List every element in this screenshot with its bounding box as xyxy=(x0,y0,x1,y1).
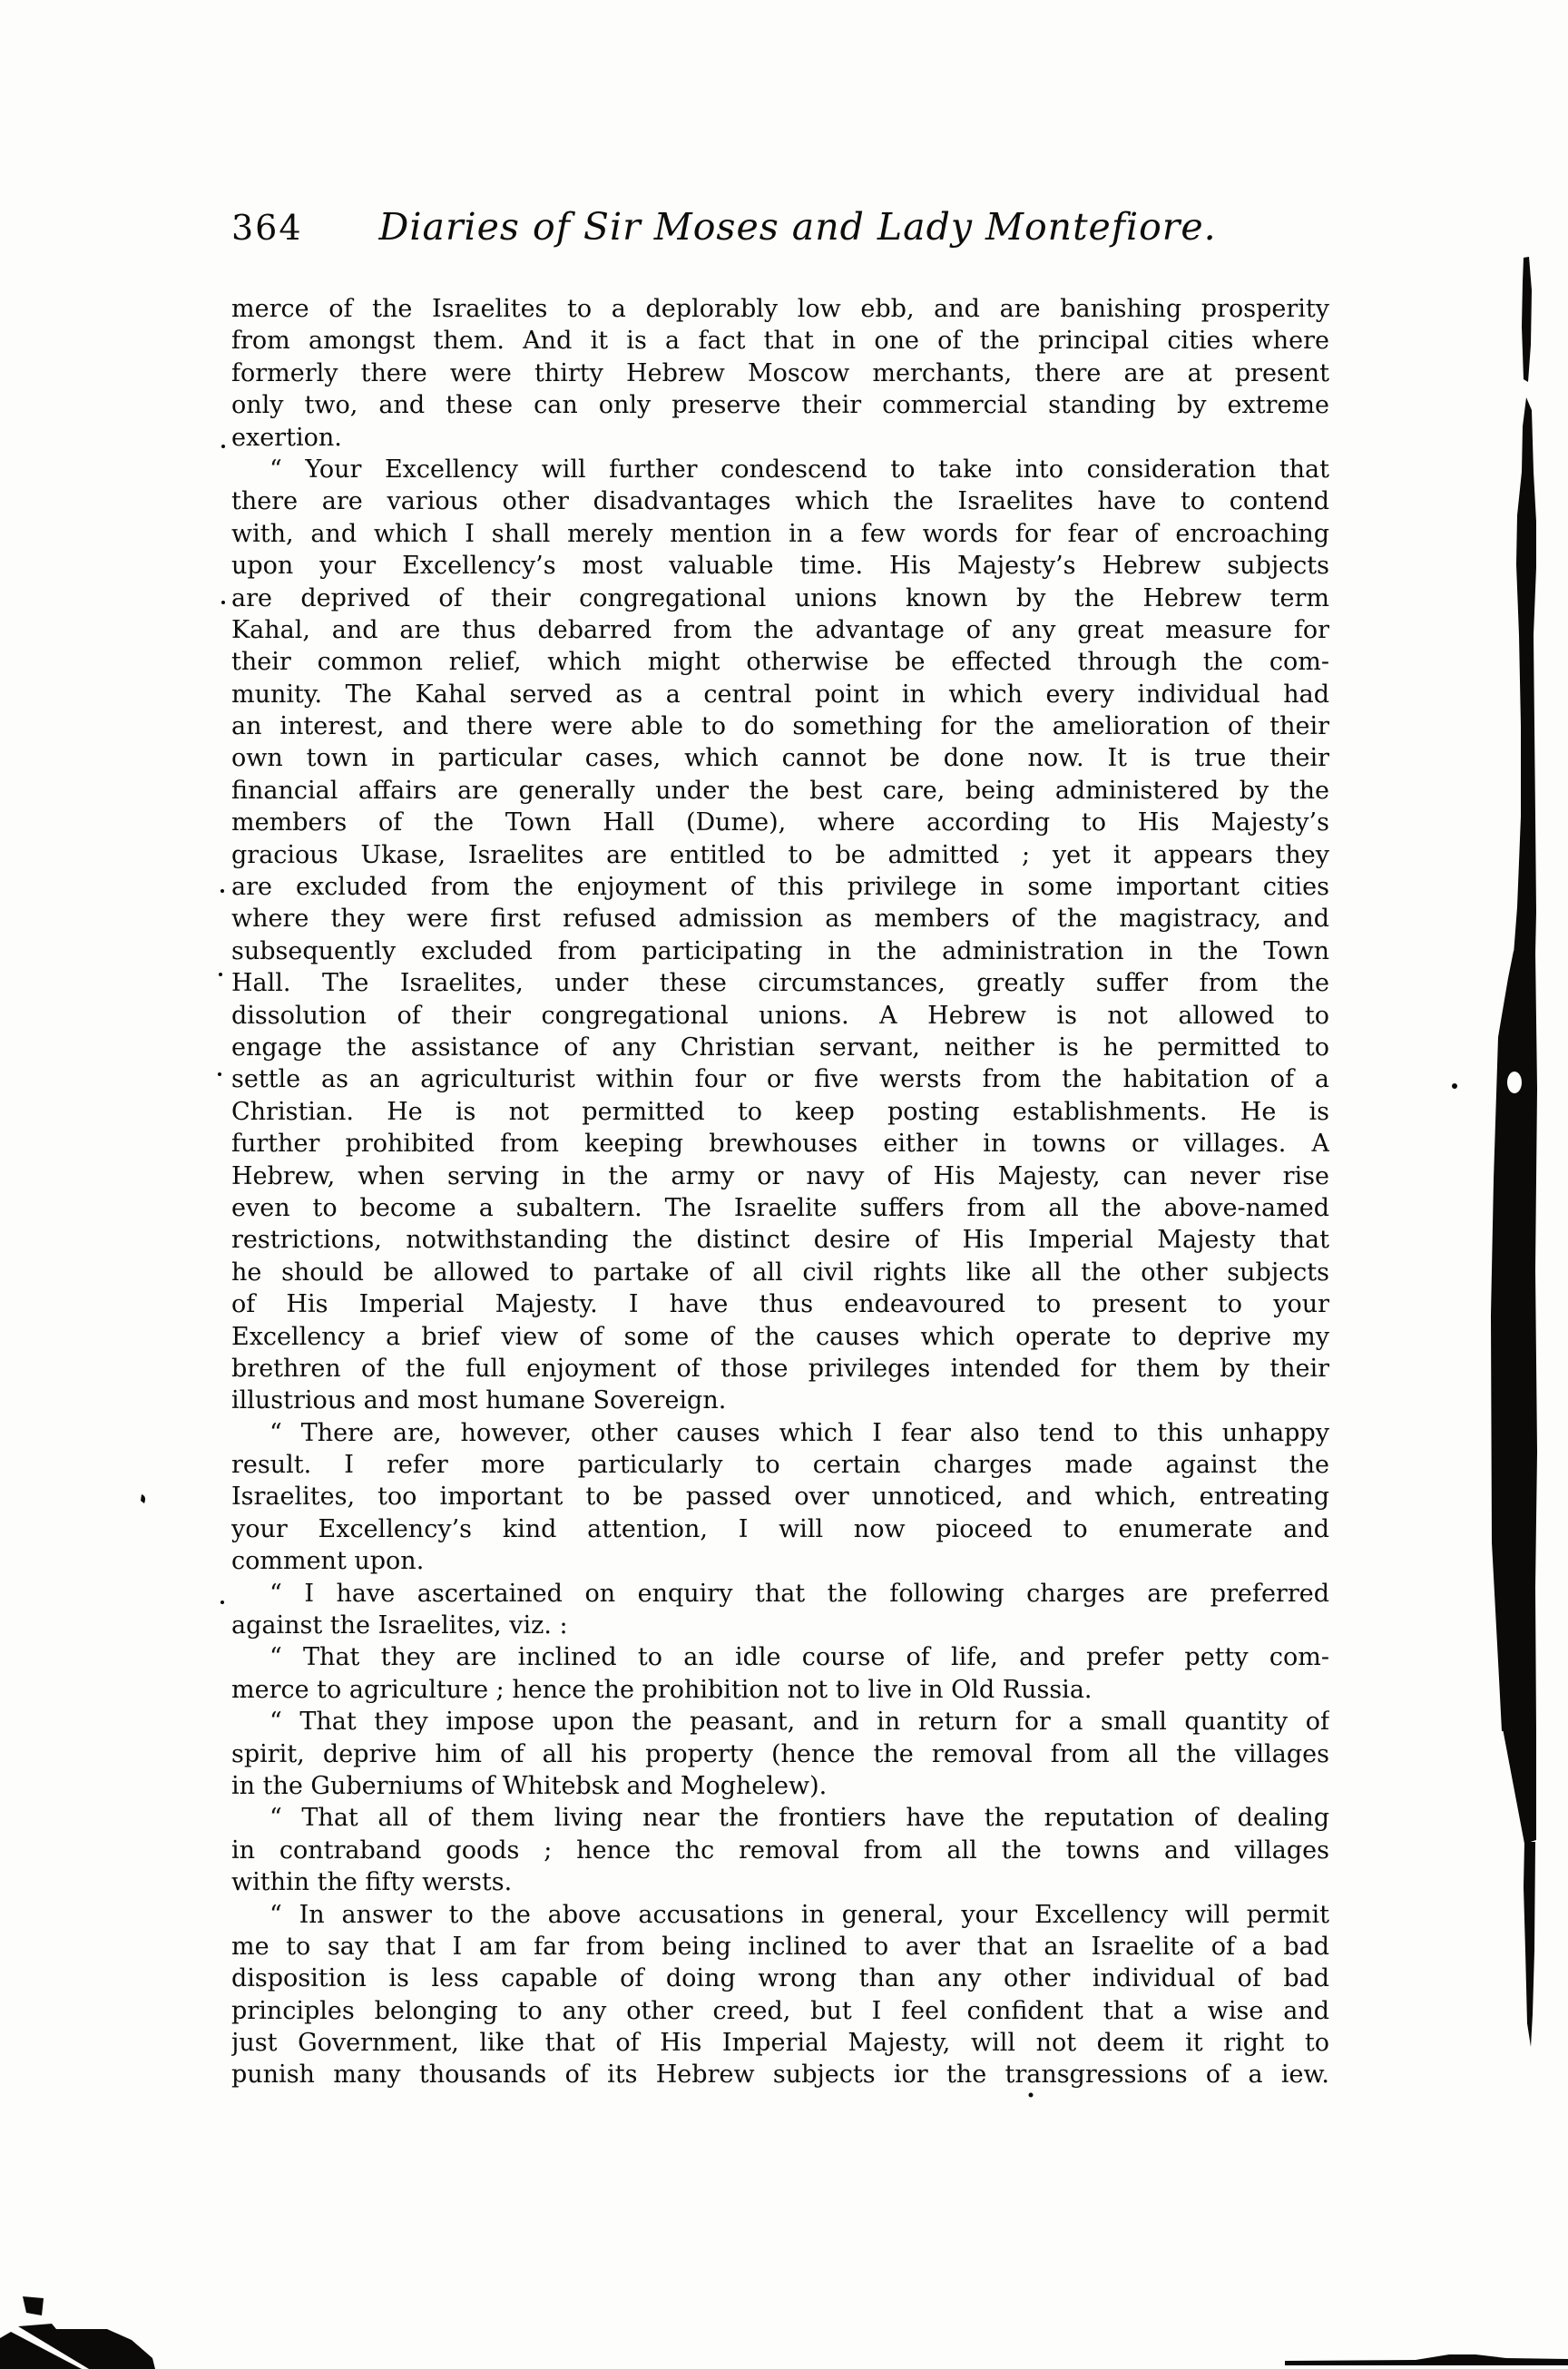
bottom-left-ink-smudge xyxy=(0,2296,155,2369)
text-line: further prohibited from keeping brewhouses either in towns or villages. A xyxy=(231,1130,1329,1159)
text-line: restrictions, notwithstanding the distinct desire of His Imperial Majesty that xyxy=(231,1226,1329,1255)
text-line: financial affairs are generally under the best care, being administered by the xyxy=(231,776,1329,805)
text-line: “ I have ascertained on enquiry that the following charges are preferred xyxy=(270,1579,1329,1608)
text-line: an interest, and there were able to do something for the amelioration of their xyxy=(231,712,1329,741)
text-line: Hall. The Israelites, under these circumstances, greatly suffer from the xyxy=(231,969,1329,998)
text-line: dissolution of their congregational unions. A Hebrew is not allowed to xyxy=(231,1001,1329,1030)
text-line: against the Israelites, viz. : xyxy=(231,1611,568,1640)
text-line: Kahal, and are thus debarred from the advantage of any great measure for xyxy=(231,615,1329,644)
text-line: merce of the Israelites to a deplorably low ebb, and are banishing prosperity xyxy=(231,295,1329,323)
text-line: illustrious and most humane Sovereign. xyxy=(231,1386,727,1415)
text-line: principles belonging to any other creed, but I feel confident that a wise and xyxy=(231,1996,1329,2025)
streak-white-notch xyxy=(1507,1072,1522,1093)
text-line: munity. The Kahal served as a central point in which every individual had xyxy=(231,680,1329,709)
text-line: comment upon. xyxy=(231,1547,425,1576)
text-line: own town in particular cases, which cannot be done now. It is true their xyxy=(231,744,1329,773)
text-line: there are various other disadvantages which the Israelites have to contend xyxy=(231,487,1329,516)
text-line: with, and which I shall merely mention in a few words for fear of encroaching xyxy=(231,519,1329,548)
text-line: are excluded from the enjoyment of this privilege in some important cities xyxy=(231,873,1329,902)
text-line: where they were first refused admission as members of the magistracy, and xyxy=(231,905,1329,934)
text-line: “ There are, however, other causes which I fear also tend to this unhappy xyxy=(270,1418,1329,1447)
text-line: Excellency a brief view of some of the causes which operate to deprive my xyxy=(231,1322,1329,1351)
text-line: disposition is less capable of doing wrong than any other individual of bad xyxy=(231,1964,1329,1993)
text-line: their common relief, which might otherwise be effected through the com- xyxy=(231,648,1329,677)
text-line: “ That they are inclined to an idle course of life, and prefer petty com- xyxy=(270,1643,1329,1672)
text-line: settle as an agriculturist within four or five wersts from the habitation of a xyxy=(231,1065,1329,1094)
running-title: Diaries of Sir Moses and Lady Montefiore. xyxy=(378,205,1217,249)
text-line: from amongst them. And it is a fact that in one of the principal cities where xyxy=(231,327,1329,356)
text-line: within the fifty wersts. xyxy=(231,1868,513,1897)
text-line: me to say that I am far from being inclined to aver that an Israelite of a bad xyxy=(231,1932,1329,1961)
text-line: in the Guberniums of Whitebsk and Moghelew). xyxy=(231,1771,828,1800)
text-line: only two, and these can only preserve their commercial standing by extreme xyxy=(231,391,1329,420)
letter-text-block xyxy=(231,293,1329,2091)
text-line: “ In answer to the above accusations in general, your Excellency will permit xyxy=(270,1900,1329,1929)
text-line: just Government, like that of His Imperial Majesty, will not deem it right to xyxy=(231,2029,1329,2058)
text-line: your Excellency’s kind attention, I will now pioceed to enumerate and xyxy=(231,1514,1329,1543)
text-line: punish many thousands of its Hebrew subjects ior the transgressions of a iew. xyxy=(231,2061,1329,2090)
text-line: subsequently excluded from participating in the administration in the Town xyxy=(231,936,1329,965)
text-line: even to become a subaltern. The Israelite suffers from all the above-named xyxy=(231,1193,1329,1222)
text-line: of His Imperial Majesty. I have thus endeavoured to present to your xyxy=(231,1290,1329,1319)
text-line: gracious Ukase, Israelites are entitled to be admitted ; yet it appears they xyxy=(231,840,1329,869)
text-line: “ That they impose upon the peasant, and in return for a small quantity of xyxy=(270,1708,1329,1737)
text-line: he should be allowed to partake of all civil rights like all the other subjects xyxy=(231,1258,1329,1287)
text-line: exertion. xyxy=(231,423,342,452)
text-line: spirit, deprive him of all his property (hence the removal from all the villages xyxy=(231,1739,1329,1768)
text-line: “ That all of them living near the frontiers have the reputation of dealing xyxy=(270,1804,1329,1833)
text-line: merce to agriculture ; hence the prohibition not to live in Old Russia. xyxy=(231,1675,1093,1704)
text-line: “ Your Excellency will further condescend to take into consideration that xyxy=(270,455,1329,484)
text-line: Christian. He is not permitted to keep posting establishments. He is xyxy=(231,1097,1329,1126)
page-number: 364 xyxy=(231,208,303,248)
text-line: Hebrew, when serving in the army or navy of His Majesty, can never rise xyxy=(231,1161,1329,1190)
text-line: Israelites, too important to be passed over unnoticed, and which, entreating xyxy=(231,1483,1329,1512)
text-line: formerly there were thirty Hebrew Moscow merchants, there are at present xyxy=(231,358,1329,387)
right-edge-ink-streak xyxy=(1491,257,1537,2047)
text-line: brethren of the full enjoyment of those privileges intended for them by their xyxy=(231,1354,1329,1383)
page-header xyxy=(231,205,1332,249)
text-line: members of the Town Hall (Dume), where according to His Majesty’s xyxy=(231,808,1329,837)
text-line: upon your Excellency’s most valuable time. His Majesty’s Hebrew subjects xyxy=(231,552,1329,581)
text-line: result. I refer more particularly to certain charges made against the xyxy=(231,1451,1329,1480)
text-line: are deprived of their congregational unions known by the Hebrew term xyxy=(231,583,1329,612)
text-line: in contraband goods ; hence thc removal from all the towns and villages xyxy=(231,1835,1329,1865)
bottom-right-rule-fragment xyxy=(1285,2354,1568,2365)
text-line: engage the assistance of any Christian servant, neither is he permitted to xyxy=(231,1033,1329,1062)
